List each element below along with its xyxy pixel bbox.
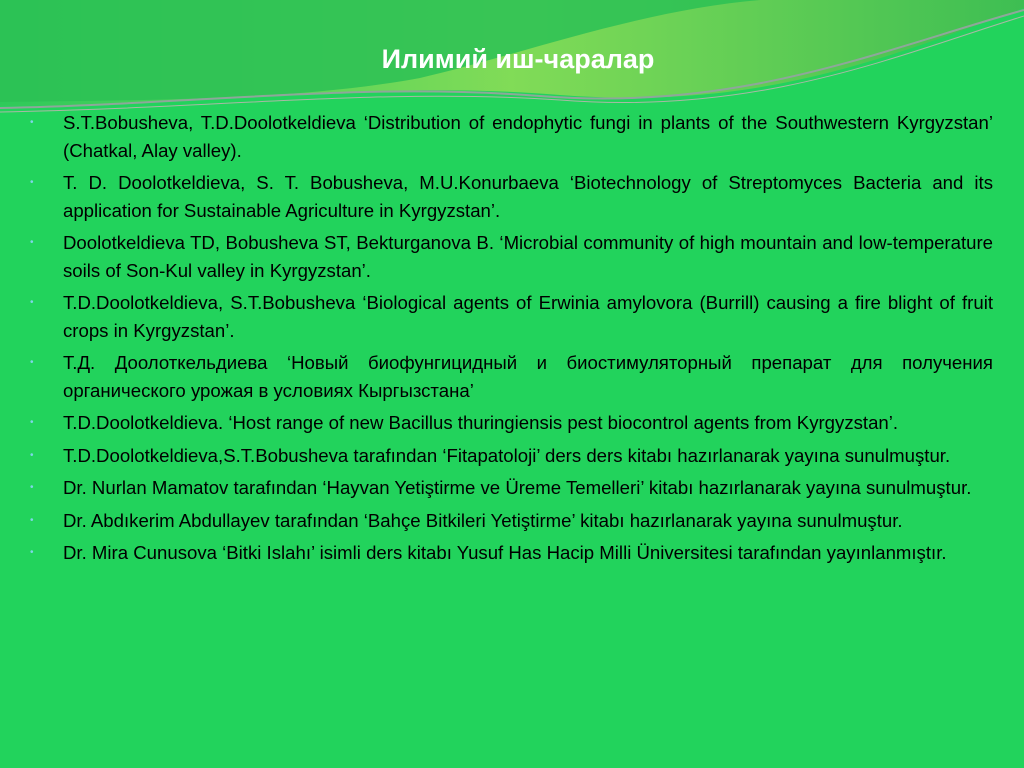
bullet-icon: • [30,547,34,558]
list-item [30,409,993,437]
list-item-text: T.D.Doolotkeldieva, S.T.Bobusheva ‘Biological agents of Erwinia amylovora (Burrill) causing a fire blight of fruit crops in Kyrgyzstan’. [63,292,993,341]
bullet-icon: • [30,177,34,188]
list-item [30,507,993,535]
list-item [30,289,993,344]
slide-title: Илимий иш-чаралар [381,44,655,74]
list-item-text: Doolotkeldieva TD, Bobusheva ST, Bekturganova B. ‘Microbial community of high mountain and low-temperature soils of Son-Kul valley in Kyrgyzstan’. [63,232,993,281]
bullet-icon: • [30,417,34,428]
bullet-icon: • [30,514,34,526]
bullet-icon: • [30,482,34,493]
list-item-text: T.D.Doolotkeldieva. ‘Host range of new Bacillus thuringiensis pest biocontrol agents from Kyrgyzstan’. [63,412,899,433]
bullet-icon: • [30,237,34,248]
list-item [30,539,993,567]
bullet-icon: • [30,449,34,461]
list-item [30,169,993,224]
list-item-text: Т.Д. Доолоткельдиева ‘Новый биофунгицидный и биостимуляторный препарат для получения органического урожая в условиях Кыргызстана’ [63,352,993,401]
list-item-text: Dr. Abdıkerim Abdullayev tarafından ‘Bahçe Bitkileri Yetiştirme’ kitabı hazırlanarak yayına sunulmuştur. [63,509,903,531]
list-item-text: T.D.Doolotkeldieva,S.T.Bobusheva tarafından ‘Fitapatoloji’ ders ders kitabı hazırlanarak yayına sunulmuştur. [63,444,951,466]
list-item-text: S.T.Bobusheva, T.D.Doolotkeldieva ‘Distribution of endophytic fungi in plants of the Southwestern Kyrgyzstan’ (Chatkal, Alay valley). [63,112,993,161]
list-item [30,109,993,164]
list-item-text: Dr. Nurlan Mamatov tarafından ‘Hayvan Yetiştirme ve Üreme Temelleri’ kitabı hazırlanarak yayına sunulmuştur. [63,477,972,498]
bullet-icon: • [30,297,34,308]
list-item-text: T. D. Doolotkeldieva, S. T. Bobusheva, M.U.Konurbaeva ‘Biotechnology of Streptomyces Bacteria and its application for Sustainable Agriculture in Kyrgyzstan’. [63,172,993,221]
list-item [30,229,993,284]
publications-list [30,109,993,572]
list-item [30,349,993,404]
list-item [30,442,993,470]
list-item [30,474,993,502]
bullet-icon: • [30,117,34,128]
list-item-text: Dr. Mira Cunusova ‘Bitki Islahı’ isimli ders kitabı Yusuf Has Hacip Milli Üniversitesi tarafından yayınlanmıştır. [63,542,947,563]
bullet-icon: • [30,357,34,368]
